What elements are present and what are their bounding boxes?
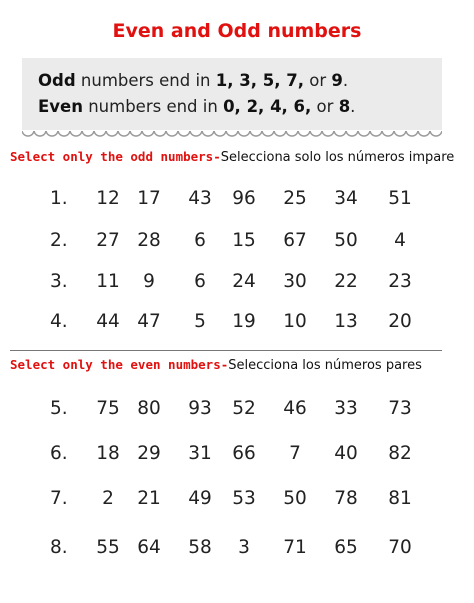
number-choice[interactable]: 40	[334, 443, 358, 464]
row-number: 1.	[50, 188, 68, 209]
rules-box	[22, 58, 442, 130]
number-choice[interactable]: 28	[137, 230, 161, 251]
number-choice[interactable]: 6	[194, 230, 206, 251]
odd-rule-lead: Odd	[38, 71, 76, 90]
row-number: 3.	[50, 271, 68, 292]
page-title: Even and Odd numbers	[112, 20, 362, 42]
row-number: 7.	[50, 488, 68, 509]
odd-rule-or: or	[304, 71, 332, 90]
odd-rule-end: .	[342, 71, 349, 90]
odd-instruction-es: Selecciona solo los números impare	[220, 150, 455, 165]
even-rule-last: 8	[338, 97, 351, 116]
odd-rule	[38, 71, 348, 90]
number-choice[interactable]: 73	[388, 398, 412, 419]
even-rule-or: or	[311, 97, 339, 116]
number-choice[interactable]: 22	[334, 271, 358, 292]
even-instruction-es: Selecciona los números pares	[228, 358, 422, 373]
number-choice[interactable]: 2	[102, 488, 114, 509]
number-choice[interactable]: 13	[334, 311, 358, 332]
number-choice[interactable]: 70	[388, 537, 412, 558]
number-choice[interactable]: 19	[232, 311, 256, 332]
number-choice[interactable]: 75	[96, 398, 120, 419]
number-choice[interactable]: 67	[283, 230, 307, 251]
number-choice[interactable]: 30	[283, 271, 307, 292]
row-number: 5.	[50, 398, 68, 419]
number-choice[interactable]: 4	[394, 230, 406, 251]
number-choice[interactable]: 5	[194, 311, 206, 332]
number-choice[interactable]: 20	[388, 311, 412, 332]
exercise-row	[0, 230, 474, 258]
number-choice[interactable]: 64	[137, 537, 161, 558]
number-choice[interactable]: 58	[188, 537, 212, 558]
even-rule-lead: Even	[38, 97, 83, 116]
number-choice[interactable]: 55	[96, 537, 120, 558]
number-choice[interactable]: 7	[289, 443, 301, 464]
even-rule-digits: 0, 2, 4, 6,	[223, 97, 312, 116]
number-choice[interactable]: 15	[232, 230, 256, 251]
number-choice[interactable]: 3	[238, 537, 250, 558]
number-choice[interactable]: 80	[137, 398, 161, 419]
number-choice[interactable]: 65	[334, 537, 358, 558]
odd-instruction	[10, 149, 454, 165]
number-choice[interactable]: 78	[334, 488, 358, 509]
even-rule-text: numbers end in	[82, 97, 224, 116]
number-choice[interactable]: 9	[143, 271, 155, 292]
number-choice[interactable]: 27	[96, 230, 120, 251]
odd-instruction-en: Select only the odd numbers-	[10, 149, 221, 164]
even-rule-end: .	[350, 97, 356, 116]
exercise-row	[0, 537, 474, 565]
number-choice[interactable]: 10	[283, 311, 307, 332]
number-choice[interactable]: 47	[137, 311, 161, 332]
exercise-row	[0, 443, 474, 471]
number-choice[interactable]: 82	[388, 443, 412, 464]
number-choice[interactable]: 18	[96, 443, 120, 464]
section-divider	[10, 350, 442, 351]
row-number: 2.	[50, 230, 68, 251]
number-choice[interactable]: 17	[137, 188, 161, 209]
number-choice[interactable]: 50	[334, 230, 358, 251]
number-choice[interactable]: 71	[283, 537, 307, 558]
even-instruction-en: Select only the even numbers-	[10, 357, 229, 372]
wavy-divider	[22, 131, 442, 139]
exercise-row	[0, 398, 474, 426]
number-choice[interactable]: 29	[137, 443, 161, 464]
exercise-row	[0, 488, 474, 516]
number-choice[interactable]: 81	[388, 488, 412, 509]
number-choice[interactable]: 96	[232, 188, 256, 209]
number-choice[interactable]: 51	[388, 188, 412, 209]
number-choice[interactable]: 25	[283, 188, 307, 209]
number-choice[interactable]: 49	[188, 488, 212, 509]
number-choice[interactable]: 23	[388, 271, 412, 292]
even-rule	[38, 97, 355, 116]
row-number: 4.	[50, 311, 68, 332]
number-choice[interactable]: 31	[188, 443, 212, 464]
exercise-row	[0, 311, 474, 339]
number-choice[interactable]: 46	[283, 398, 307, 419]
even-instruction	[10, 357, 422, 373]
number-choice[interactable]: 6	[194, 271, 206, 292]
odd-rule-text: numbers end in	[75, 71, 216, 90]
row-number: 8.	[50, 537, 68, 558]
number-choice[interactable]: 93	[188, 398, 212, 419]
odd-rule-digits: 1, 3, 5, 7,	[215, 71, 304, 90]
number-choice[interactable]: 53	[232, 488, 256, 509]
number-choice[interactable]: 44	[96, 311, 120, 332]
odd-rule-last: 9	[331, 71, 343, 90]
exercise-row	[0, 271, 474, 299]
number-choice[interactable]: 66	[232, 443, 256, 464]
number-choice[interactable]: 12	[96, 188, 120, 209]
row-number: 6.	[50, 443, 68, 464]
number-choice[interactable]: 34	[334, 188, 358, 209]
exercise-row	[0, 188, 474, 216]
number-choice[interactable]: 11	[96, 271, 120, 292]
number-choice[interactable]: 24	[232, 271, 256, 292]
number-choice[interactable]: 52	[232, 398, 256, 419]
number-choice[interactable]: 43	[188, 188, 212, 209]
number-choice[interactable]: 21	[137, 488, 161, 509]
number-choice[interactable]: 33	[334, 398, 358, 419]
number-choice[interactable]: 50	[283, 488, 307, 509]
